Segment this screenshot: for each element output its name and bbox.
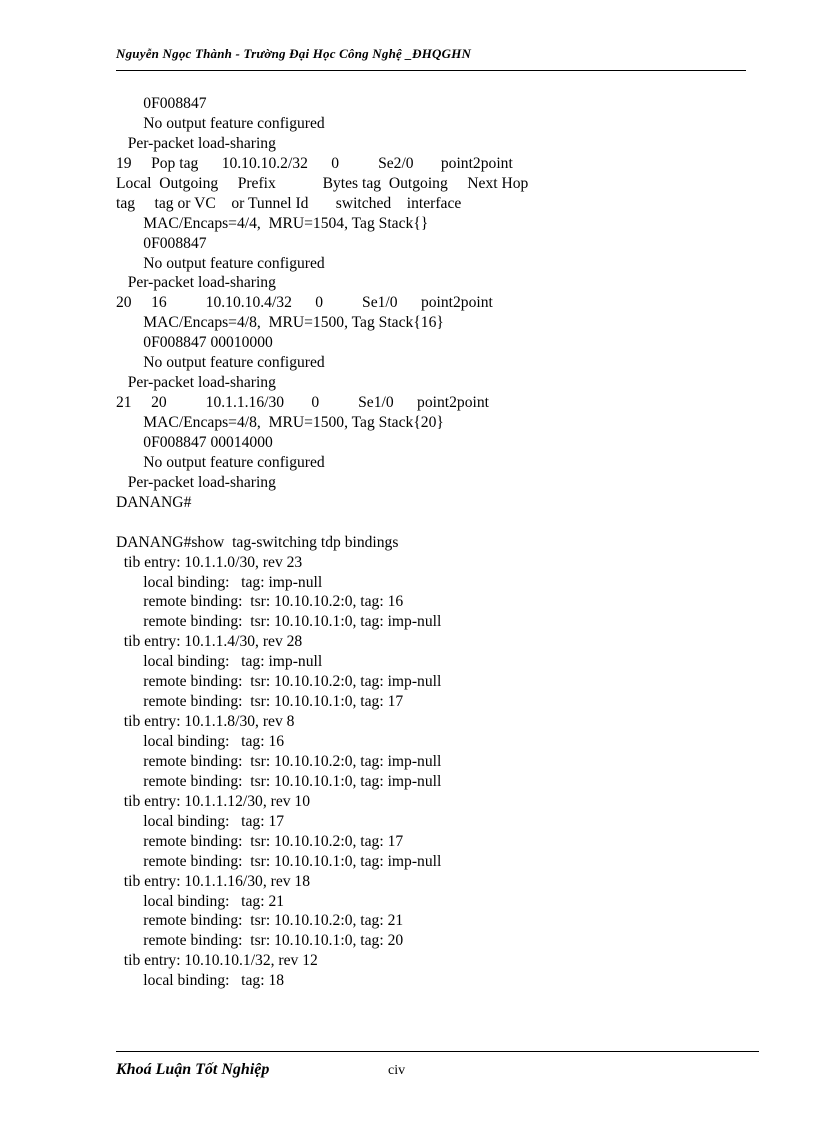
document-body: [116, 94, 756, 991]
text-line: DANANG#show tag-switching tdp bindings: [116, 533, 399, 551]
text-line: remote binding: tsr: 10.10.10.1:0, tag: imp-null: [116, 852, 442, 870]
text-line: 20 16 10.10.10.4/32 0 Se1/0 point2point: [116, 294, 493, 312]
text-line: MAC/Encaps=4/8, MRU=1500, Tag Stack{20}: [116, 414, 444, 431]
footer-title: Khoá Luận Tốt Nghiệp: [116, 1061, 270, 1078]
text-line: local binding: tag: imp-null: [116, 573, 323, 591]
text-line: remote binding: tsr: 10.10.10.1:0, tag: imp-null: [116, 613, 442, 631]
text-line: tib entry: 10.1.1.12/30, rev 10: [116, 792, 311, 810]
page-header: Nguyễn Ngọc Thành - Trường Đại Học Công Nghệ _ĐHQGHN: [116, 46, 472, 61]
text-line: local binding: tag: 18: [116, 972, 285, 990]
text-line: No output feature configured: [116, 254, 325, 272]
text-line: tib entry: 10.1.1.4/30, rev 28: [116, 633, 303, 651]
text-line: No output feature configured: [116, 453, 325, 471]
text-line: remote binding: tsr: 10.10.10.2:0, tag: imp-null: [116, 752, 442, 770]
page-number: civ: [388, 1063, 406, 1078]
text-line: 0F008847: [116, 95, 207, 112]
text-line: Per-packet load-sharing: [116, 134, 276, 152]
text-line: Per-packet load-sharing: [116, 374, 276, 392]
text-line: remote binding: tsr: 10.10.10.2:0, tag: imp-null: [116, 673, 442, 691]
text-line: local binding: tag: 21: [116, 892, 285, 910]
footer-divider: [116, 1051, 759, 1052]
text-line: Local Outgoing Prefix Bytes tag Outgoing Next Hop: [116, 174, 529, 192]
text-line: Per-packet load-sharing: [116, 473, 276, 491]
header-divider: [116, 70, 746, 71]
text-line: 0F008847 00014000: [116, 433, 273, 451]
text-line: No output feature configured: [116, 114, 325, 132]
text-line: remote binding: tsr: 10.10.10.2:0, tag: 17: [116, 832, 404, 850]
text-line: 21 20 10.1.1.16/30 0 Se1/0 point2point: [116, 394, 489, 412]
text-line: [116, 513, 756, 533]
text-line: remote binding: tsr: 10.10.10.2:0, tag: 21: [116, 912, 404, 930]
text-line: Per-packet load-sharing: [116, 274, 276, 292]
text-line: tib entry: 10.1.1.16/30, rev 18: [116, 872, 311, 890]
text-line: local binding: tag: 16: [116, 733, 285, 750]
text-line: 0F008847 00010000: [116, 334, 273, 352]
text-line: local binding: tag: 17: [116, 812, 285, 830]
text-line: tib entry: 10.1.1.8/30, rev 8: [116, 713, 295, 731]
text-line: 19 Pop tag 10.10.10.2/32 0 Se2/0 point2point: [116, 154, 513, 172]
text-line: remote binding: tsr: 10.10.10.1:0, tag: 17: [116, 693, 404, 711]
text-line: DANANG#: [116, 493, 192, 511]
text-line: tib entry: 10.10.10.1/32, rev 12: [116, 952, 318, 970]
text-line: remote binding: tsr: 10.10.10.1:0, tag: imp-null: [116, 772, 442, 790]
text-line: MAC/Encaps=4/8, MRU=1500, Tag Stack{16}: [116, 314, 444, 332]
text-line: 0F008847: [116, 234, 207, 252]
text-line: remote binding: tsr: 10.10.10.2:0, tag: 16: [116, 593, 404, 611]
text-line: No output feature configured: [116, 354, 325, 372]
text-line: remote binding: tsr: 10.10.10.1:0, tag: 20: [116, 932, 404, 950]
text-line: local binding: tag: imp-null: [116, 653, 323, 671]
text-line: tib entry: 10.1.1.0/30, rev 23: [116, 553, 303, 571]
text-line: tag tag or VC or Tunnel Id switched interface: [116, 194, 462, 212]
text-line: MAC/Encaps=4/4, MRU=1504, Tag Stack{}: [116, 214, 429, 232]
